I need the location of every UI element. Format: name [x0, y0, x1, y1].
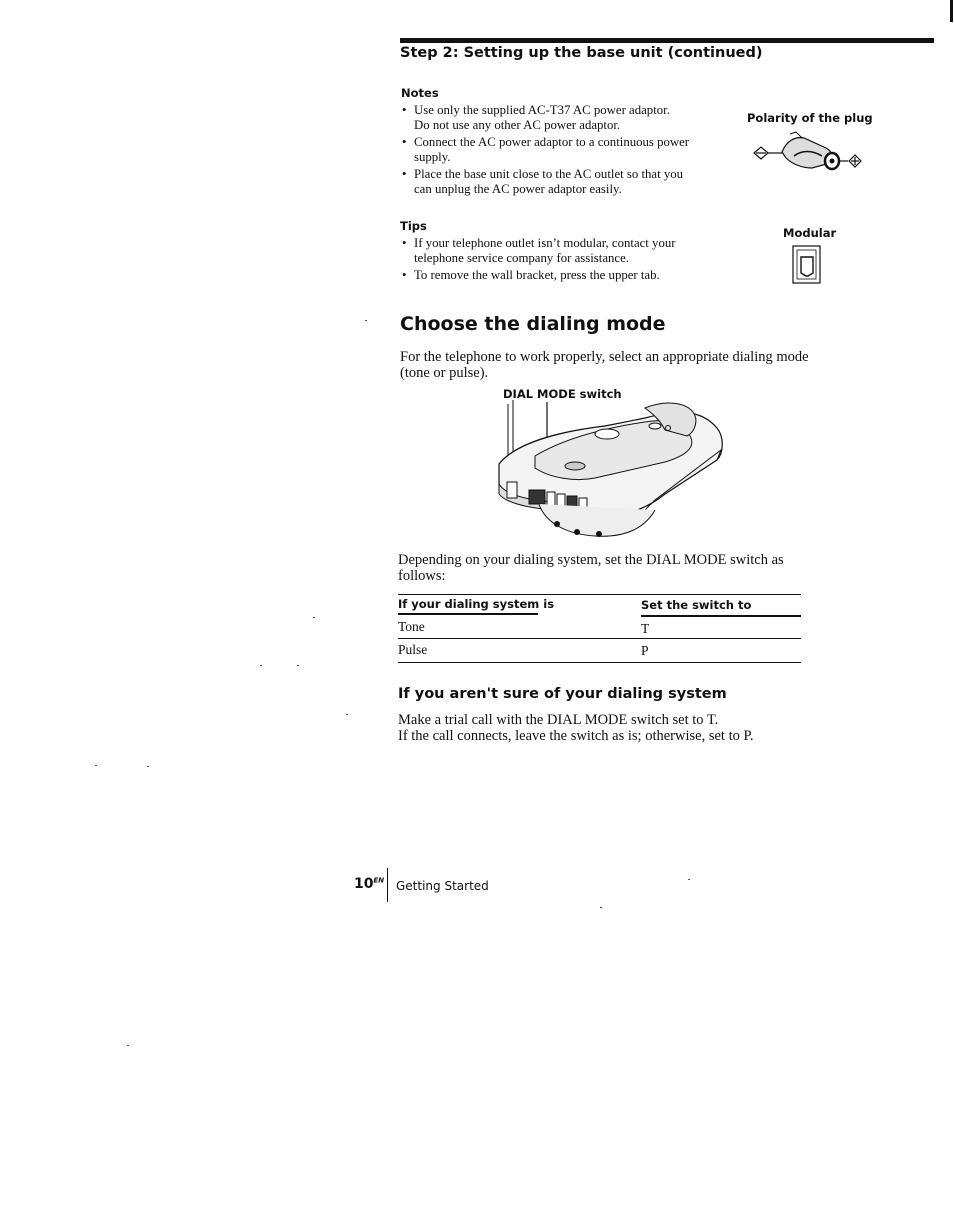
- table-header-system: If your dialing system is: [398, 597, 555, 611]
- scan-speck: [313, 617, 315, 618]
- table-header-rule-left: [398, 613, 538, 615]
- page-header-title: Step 2: Setting up the base unit (continued): [400, 45, 763, 61]
- note-item: • Place the base unit close to the AC outlet so that you can unplug the AC power adaptor easily.: [400, 167, 730, 197]
- table-top-rule: [398, 594, 801, 595]
- scan-speck: [260, 665, 262, 666]
- scan-speck: [346, 714, 348, 715]
- figure-label: DIAL MODE switch: [503, 387, 622, 401]
- header-rule: [400, 38, 934, 43]
- table-row-tone-system: Tone: [398, 619, 425, 634]
- subsection-title: If you aren't sure of your dialing system: [398, 686, 727, 702]
- scan-speck: [365, 320, 367, 321]
- tips-heading: Tips: [400, 219, 427, 233]
- scan-speck: [95, 765, 97, 766]
- notes-heading: Notes: [401, 86, 439, 100]
- polarity-plug-diagram: [752, 128, 864, 178]
- modular-label: Modular: [783, 226, 837, 240]
- note-item: • Connect the AC power adaptor to a continuous power supply.: [400, 135, 730, 165]
- table-header-rule-right: [641, 615, 801, 617]
- footer-divider: [387, 868, 388, 902]
- tip-item: • To remove the wall bracket, press the upper tab.: [400, 268, 730, 283]
- polarity-label: Polarity of the plug: [747, 111, 873, 125]
- table-row-pulse-setting: P: [641, 643, 649, 658]
- footer-section: Getting Started: [396, 879, 489, 893]
- section-title: Choose the dialing mode: [400, 313, 666, 335]
- tips-list: [400, 236, 730, 285]
- table-bottom-rule: [398, 662, 801, 663]
- table-row-rule: [398, 638, 801, 639]
- page-number: $10^{EN}$: [354, 876, 385, 892]
- scan-speck: [688, 879, 690, 880]
- base-unit-illustration: [495, 398, 730, 543]
- scan-speck: [127, 1045, 129, 1046]
- section-intro: For the telephone to work properly, select an appropriate dialing mode (tone or pulse).: [400, 349, 809, 381]
- notes-list: [400, 103, 730, 199]
- scan-speck: [147, 766, 149, 767]
- table-row-tone-setting: T: [641, 621, 650, 636]
- depending-text: Depending on your dialing system, set the DIAL MODE switch as follows:: [398, 552, 784, 584]
- table-row-pulse-system: Pulse: [398, 642, 428, 657]
- scan-speck: [600, 907, 602, 908]
- tip-item: • If your telephone outlet isn’t modular, contact your telephone service company for assistance.: [400, 236, 730, 266]
- subsection-body: Make a trial call with the DIAL MODE switch set to T. If the call connects, leave the switch as is; otherwise, set to P.: [398, 712, 754, 744]
- modular-jack-icon: [792, 245, 822, 285]
- scan-speck: [297, 665, 299, 666]
- note-item: • Use only the supplied AC-T37 AC power adaptor. Do not use any other AC power adaptor.: [400, 103, 730, 133]
- edge-mark: [950, 0, 953, 22]
- table-header-switch: Set the switch to: [641, 598, 752, 612]
